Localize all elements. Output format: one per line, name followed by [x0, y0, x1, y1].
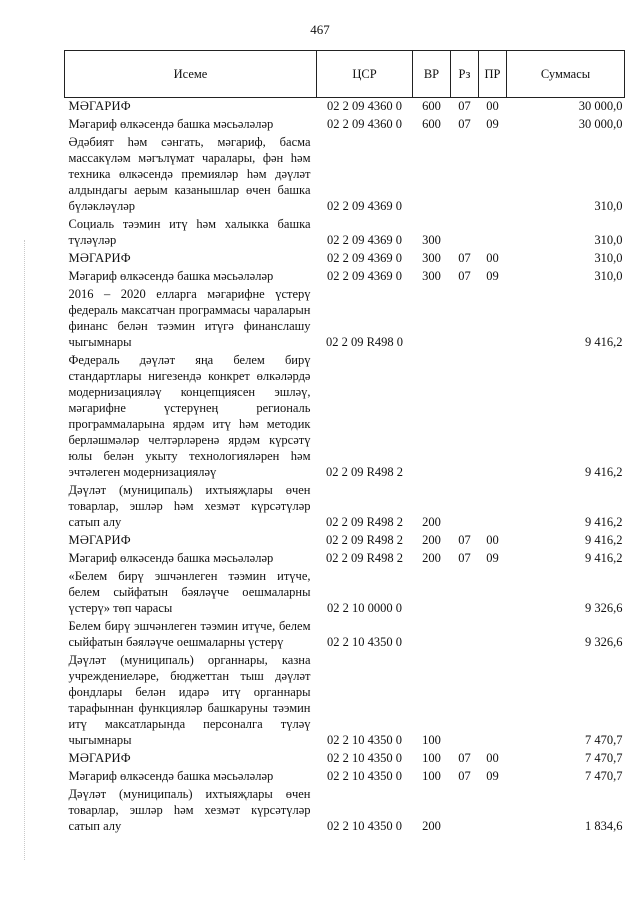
table-row	[65, 750, 625, 768]
budget-table	[64, 50, 625, 836]
cell-pr: 09	[486, 769, 499, 783]
cell-csr: 02 2 09 R498 2	[325, 465, 404, 479]
cell-sum: 9 326,6	[585, 601, 623, 615]
cell-vr: 200	[422, 551, 441, 565]
table-row	[65, 98, 625, 117]
cell-sum: 310,0	[594, 269, 623, 283]
table-row	[65, 618, 625, 652]
table-row	[65, 250, 625, 268]
cell-rz: 07	[458, 769, 471, 783]
cell-rz: 07	[458, 751, 471, 765]
cell-name: МӘГАРИФ	[68, 751, 131, 765]
header-vr: ВР	[413, 51, 451, 98]
header-rz: Рз	[451, 51, 479, 98]
cell-rz	[451, 786, 479, 836]
cell-vr: 100	[422, 751, 441, 765]
table-row	[65, 786, 625, 836]
cell-rz	[451, 352, 479, 482]
cell-pr: 09	[486, 117, 499, 131]
table-row	[65, 532, 625, 550]
cell-csr: 02 2 09 4369 0	[327, 269, 402, 283]
cell-pr	[479, 786, 507, 836]
cell-vr	[413, 134, 451, 216]
cell-sum: 9 416,2	[585, 465, 623, 479]
cell-rz	[451, 286, 479, 352]
cell-pr	[479, 482, 507, 532]
cell-vr: 600	[422, 117, 441, 131]
table-row	[65, 568, 625, 618]
cell-csr: 02 2 10 0000 0	[327, 601, 402, 615]
cell-vr: 300	[422, 251, 441, 265]
table-header-row	[65, 51, 625, 98]
cell-name: Федераль дәүләт яңа белем бирү стандартлары нигезендә конкрет өлкәләрдә модернизацияләү концепциясен эшләү, мәгарифне үстерүнең региональ программаларына ярдәм итү һәм методик берләшмәләр челтәрләренә ярдәм күрсәтү юлы белән укыту технологияләрен һәм эчтәлеген модернизацияләү	[68, 353, 311, 479]
cell-sum: 7 470,7	[585, 751, 623, 765]
cell-sum: 9 416,2	[585, 533, 623, 547]
cell-pr: 09	[486, 269, 499, 283]
cell-pr	[479, 568, 507, 618]
cell-vr: 200	[422, 533, 441, 547]
cell-vr: 200	[422, 819, 441, 833]
cell-pr: 00	[486, 251, 499, 265]
cell-csr: 02 2 10 4350 0	[327, 751, 402, 765]
cell-rz	[451, 482, 479, 532]
cell-pr: 00	[486, 99, 499, 113]
cell-pr	[479, 618, 507, 652]
table-row	[65, 768, 625, 786]
cell-rz: 07	[458, 99, 471, 113]
cell-csr: 02 2 09 R498 2	[325, 515, 404, 529]
cell-csr: 02 2 09 4369 0	[327, 233, 402, 247]
cell-rz	[451, 618, 479, 652]
table-row	[65, 286, 625, 352]
cell-sum: 7 470,7	[585, 769, 623, 783]
cell-rz: 07	[458, 533, 471, 547]
cell-rz: 07	[458, 551, 471, 565]
cell-rz: 07	[458, 117, 471, 131]
table-row	[65, 116, 625, 134]
cell-rz	[451, 134, 479, 216]
cell-name: Мәгариф өлкәсендә башка мәсьәләләр	[68, 269, 274, 283]
cell-csr: 02 2 10 4350 0	[327, 769, 402, 783]
header-name: Исеме	[65, 51, 317, 98]
cell-pr	[479, 134, 507, 216]
page-number: 467	[310, 22, 330, 37]
cell-csr: 02 2 09 R498 0	[325, 335, 404, 349]
cell-csr: 02 2 09 4360 0	[327, 99, 402, 113]
header-sum: Суммасы	[507, 51, 625, 98]
table-row	[65, 216, 625, 250]
cell-sum: 9 416,2	[585, 335, 623, 349]
table-row	[65, 482, 625, 532]
cell-name: Мәгариф өлкәсендә башка мәсьәләләр	[68, 117, 274, 131]
cell-name: МӘГАРИФ	[68, 99, 131, 113]
cell-vr: 300	[422, 269, 441, 283]
cell-sum: 30 000,0	[578, 99, 623, 113]
cell-vr: 600	[422, 99, 441, 113]
cell-sum: 7 470,7	[585, 733, 623, 747]
cell-rz	[451, 652, 479, 750]
cell-vr: 300	[422, 233, 441, 247]
cell-csr: 02 2 10 4350 0	[327, 819, 402, 833]
cell-name: МӘГАРИФ	[68, 533, 131, 547]
budget-table-frame	[64, 50, 624, 836]
cell-csr: 02 2 09 R498 2	[325, 551, 404, 565]
cell-name: МӘГАРИФ	[68, 251, 131, 265]
table-row	[65, 268, 625, 286]
cell-vr: 100	[422, 769, 441, 783]
cell-csr: 02 2 10 4350 0	[327, 635, 402, 649]
cell-vr: 200	[422, 515, 441, 529]
table-row	[65, 550, 625, 568]
cell-pr	[479, 352, 507, 482]
cell-pr	[479, 216, 507, 250]
cell-vr	[413, 618, 451, 652]
table-body	[65, 98, 625, 837]
cell-pr	[479, 652, 507, 750]
cell-csr: 02 2 09 4360 0	[327, 117, 402, 131]
table-row	[65, 652, 625, 750]
header-csr: ЦСР	[317, 51, 413, 98]
cell-rz	[451, 568, 479, 618]
cell-sum: 9 326,6	[585, 635, 623, 649]
cell-name: Дәүләт (муниципаль) ихтыяҗлары өчен товарлар, эшләр һәм хезмәт күрсәтүләр сатып алу	[68, 483, 311, 529]
cell-name: Мәгариф өлкәсендә башка мәсьәләләр	[68, 769, 274, 783]
cell-rz	[451, 216, 479, 250]
cell-sum: 9 416,2	[585, 551, 623, 565]
cell-sum: 30 000,0	[578, 117, 623, 131]
cell-vr	[413, 286, 451, 352]
scan-margin-marks	[24, 240, 26, 860]
cell-pr: 00	[486, 751, 499, 765]
cell-sum: 9 416,2	[585, 515, 623, 529]
cell-name: Мәгариф өлкәсендә башка мәсьәләләр	[68, 551, 274, 565]
cell-vr	[413, 352, 451, 482]
cell-name: Социаль тәэмин итү һәм халыкка башка түләүләр	[68, 217, 311, 247]
cell-name: Белем бирү эшчәнлеген тәэмин итүче, белем сыйфатын бәяләүче оешмаларны үстерү	[68, 619, 311, 649]
cell-vr: 100	[422, 733, 441, 747]
cell-sum: 310,0	[594, 233, 623, 247]
cell-csr: 02 2 10 4350 0	[327, 733, 402, 747]
cell-csr: 02 2 09 4369 0	[327, 251, 402, 265]
cell-rz: 07	[458, 269, 471, 283]
cell-name: Әдәбият һәм сәнгать, мәгариф, басма массакүләм мәгълүмат чаралары, фән һәм техника өлкәсендә премияләр һәм дәүләт алдындагы аерым казанышлар өчен башка бүләкләүләр	[68, 135, 311, 213]
cell-sum: 1 834,6	[585, 819, 623, 833]
cell-pr: 00	[486, 533, 499, 547]
cell-pr: 09	[486, 551, 499, 565]
table-row	[65, 134, 625, 216]
cell-csr: 02 2 09 4369 0	[327, 199, 402, 213]
cell-name: Дәүләт (муниципаль) органнары, казна учреждениеләре, бюджеттан тыш дәүләт фондлары белән идарә итү органнары тарафыннан функцияләр башкаруны тәэмин итү максатларында персоналга түләү чыгымнары	[68, 653, 311, 747]
cell-name: Дәүләт (муниципаль) ихтыяҗлары өчен товарлар, эшләр һәм хезмәт күрсәтүләр сатып алу	[68, 787, 311, 833]
cell-pr	[479, 286, 507, 352]
cell-csr: 02 2 09 R498 2	[325, 533, 404, 547]
table-row	[65, 352, 625, 482]
cell-sum: 310,0	[594, 199, 623, 213]
cell-vr	[413, 568, 451, 618]
cell-sum: 310,0	[594, 251, 623, 265]
cell-name: 2016 – 2020 елларга мәгарифне үстерү федераль максатчан программасы чараларын финанс белән тәэмин итүгә финанслашу чыгымнары	[68, 287, 311, 349]
cell-rz: 07	[458, 251, 471, 265]
cell-name: «Белем бирү эшчәнлеген тәэмин итүче, белем сыйфатын бәяләүче оешмаларны үстерү» төп чарасы	[68, 569, 311, 615]
header-pr: ПР	[479, 51, 507, 98]
